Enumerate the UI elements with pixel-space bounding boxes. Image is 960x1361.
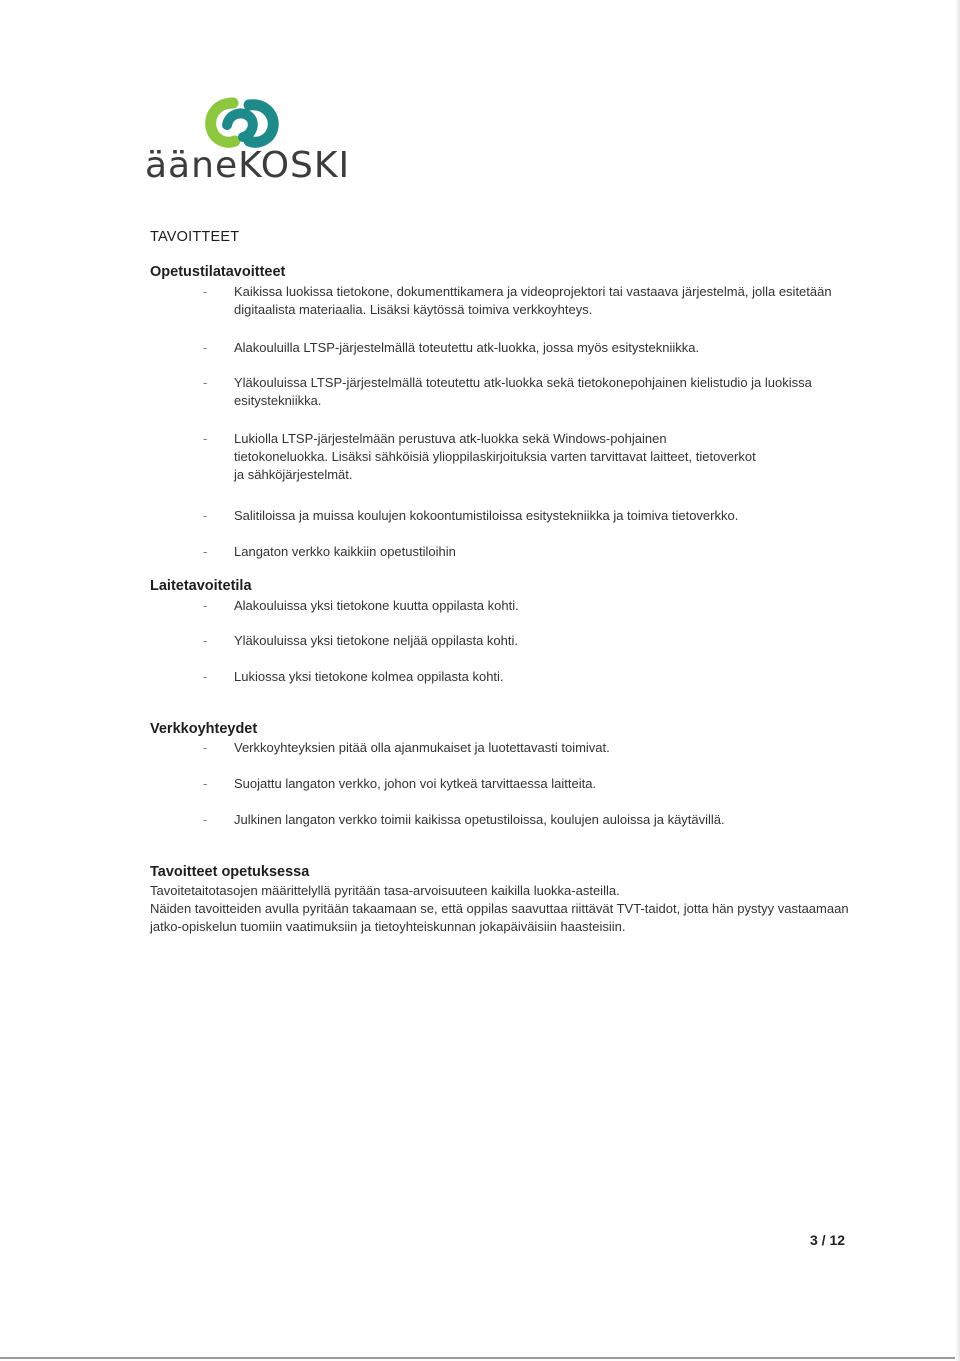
list-item-text: Verkkoyhteyksien pitää olla ajanmukaiset ja luotettavasti toimivat.	[234, 740, 610, 755]
bullet-dash: -	[203, 431, 208, 446]
list-item-text: Alakouluilla LTSP-järjestelmällä toteutettu atk-luokka, jossa myös esitystekniikka.	[234, 340, 700, 355]
list-item	[203, 632, 853, 650]
page-number: 3 / 12	[810, 1232, 846, 1248]
list-item	[203, 668, 853, 686]
bullet-dash: -	[203, 544, 208, 559]
section-heading-laitetavoitetila: Laitetavoitetila	[150, 578, 252, 594]
list-item-text: Yläkouluissa LTSP-järjestelmällä toteutettu atk-luokka sekä tietokonepohjainen kielistudio ja luokissa esitystekniikka.	[234, 375, 812, 408]
list-item	[203, 507, 853, 525]
list-item	[203, 597, 853, 615]
list-item-text: Alakouluissa yksi tietokone kuutta oppilasta kohti.	[234, 598, 519, 613]
list-item	[203, 811, 853, 829]
bullet-dash: -	[203, 284, 208, 299]
list-item-text: Lukiolla LTSP-järjestelmään perustuva atk-luokka sekä Windows-pohjainen tietokoneluokka. Lisäksi sähköisiä ylioppilaskirjoituksia varten tarvittavat laitteet, tietoverkot ja sähköjärjestelmät.	[234, 431, 756, 482]
bullet-dash: -	[203, 375, 208, 390]
list-item-text: Kaikissa luokissa tietokone, dokumenttikamera ja videoprojektori tai vastaava järjestelmä, jolla esitetään digitaalista materiaalia. Lisäksi käytössä toimiva verkkoyhteys.	[234, 284, 832, 317]
list-item	[203, 339, 853, 357]
bullet-dash: -	[203, 340, 208, 355]
section-heading-tavoitteet-opetuksessa: Tavoitteet opetuksessa	[150, 864, 310, 880]
list-item	[203, 543, 853, 561]
logo-symbol-icon	[203, 95, 281, 151]
page-title: TAVOITTEET	[150, 229, 240, 245]
list-item-text: Julkinen langaton verkko toimii kaikissa opetustiloissa, koulujen auloissa ja käytävillä.	[234, 812, 725, 827]
list-item	[203, 374, 853, 410]
bullet-dash: -	[203, 633, 208, 648]
paragraph: Näiden tavoitteiden avulla pyritään takaamaan se, että oppilas saavuttaa riittävät TVT-taidot, jotta hän pystyy vastaamaan jatko-opiskelun tuomiin vaatimuksiin ja tietoyhteiskunnan jokapäiväisiin haasteisiin.	[150, 901, 849, 934]
aanekoski-logo	[145, 95, 351, 190]
section-heading-verkkoyhteydet: Verkkoyhteydet	[150, 721, 258, 737]
list-item-text: Salitiloissa ja muissa koulujen kokoontumistiloissa esitystekniikka ja toimiva tietoverkko.	[234, 508, 739, 523]
list-item	[203, 430, 853, 484]
bullet-dash: -	[203, 508, 208, 523]
list-item-text: Yläkouluissa yksi tietokone neljää oppilasta kohti.	[234, 633, 519, 648]
list-item	[203, 739, 853, 757]
logo-wordmark: ääneKOSKI	[145, 145, 351, 186]
section-heading-opetustilatavoitteet: Opetustilatavoitteet	[150, 264, 286, 280]
list-item	[203, 283, 853, 319]
paragraph: Tavoitetaitotasojen määrittelyllä pyritään tasa-arvoisuuteen kaikilla luokka-asteilla.	[150, 883, 620, 898]
list-item-text: Suojattu langaton verkko, johon voi kytkeä tarvittaessa laitteita.	[234, 776, 597, 791]
list-item-text: Lukiossa yksi tietokone kolmea oppilasta kohti.	[234, 669, 504, 684]
bullet-dash: -	[203, 812, 208, 827]
list-item-text: Langaton verkko kaikkiin opetustiloihin	[234, 544, 456, 559]
bullet-dash: -	[203, 776, 208, 791]
scan-bottom-edge	[0, 1357, 960, 1359]
list-item	[203, 775, 853, 793]
scan-right-edge	[955, 0, 960, 1361]
bullet-dash: -	[203, 598, 208, 613]
bullet-dash: -	[203, 740, 208, 755]
bullet-dash: -	[203, 669, 208, 684]
